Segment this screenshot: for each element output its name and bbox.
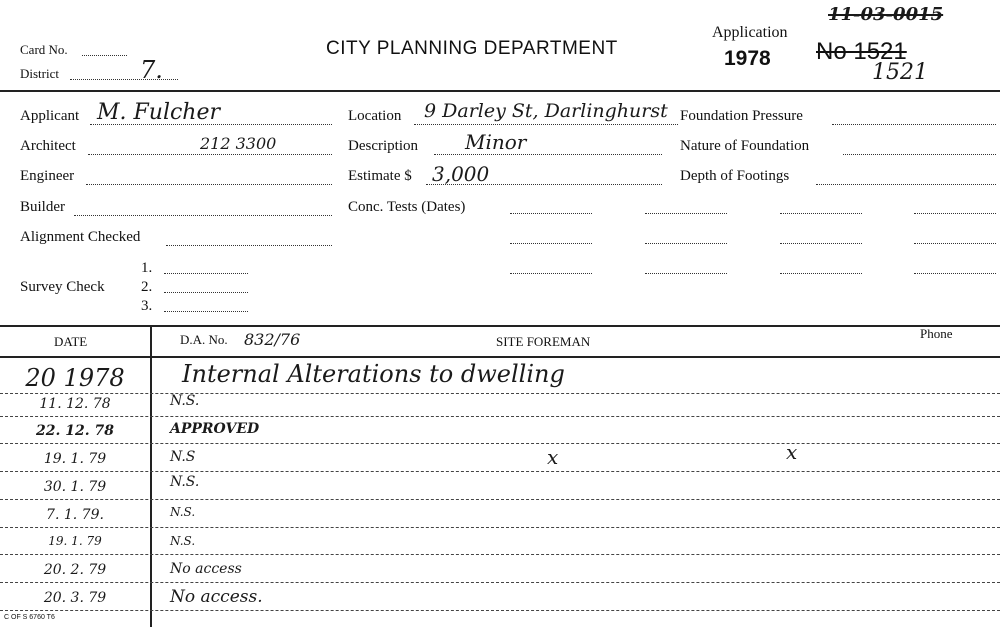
foreman-header: SITE FOREMAN: [496, 334, 591, 349]
log-date: 11. 12. 78: [39, 396, 111, 412]
top-annotation: 11-03-0015: [828, 4, 944, 25]
depth-footings-line: [816, 184, 996, 185]
architect-value: 212 3300: [200, 134, 277, 153]
log-date: 20. 3. 79: [43, 590, 107, 606]
conc-line-3d: [914, 273, 996, 274]
survey-label: Survey Check: [20, 279, 105, 295]
nature-foundation-line: [843, 154, 996, 155]
log-note: Internal Alterations to dwelling: [182, 360, 565, 388]
survey-line-2: [164, 292, 248, 293]
da-value: 832/76: [244, 330, 301, 349]
conc-line-1a: [510, 213, 592, 214]
row-line: [0, 582, 1000, 583]
log-note: N.S.: [170, 534, 196, 548]
log-note: No access.: [170, 587, 263, 607]
log-date: 20. 2. 79: [43, 562, 107, 578]
conc-line-1c: [780, 213, 862, 214]
log-note: N.S.: [170, 393, 200, 409]
foundation-pressure-label: Foundation Pressure: [680, 108, 803, 124]
description-label: Description: [348, 138, 418, 154]
location-label: Location: [348, 108, 402, 124]
row-line: [0, 527, 1000, 528]
survey-line-3: [164, 311, 248, 312]
da-label: D.A. No.: [180, 332, 228, 347]
conc-line-2c: [780, 243, 862, 244]
log-date: 30. 1. 79: [43, 479, 107, 495]
conc-line-3a: [510, 273, 592, 274]
description-line: [434, 154, 662, 155]
survey-item-1: 1.: [141, 260, 153, 276]
phone-header: Phone: [920, 326, 953, 341]
x-mark: x: [547, 445, 559, 469]
log-date: 7. 1. 79.: [46, 507, 104, 523]
stamped-number: No 1521: [816, 38, 907, 65]
depth-footings-label: Depth of Footings: [680, 168, 790, 184]
architect-label: Architect: [20, 138, 76, 154]
conc-line-2b: [645, 243, 727, 244]
conc-line-3c: [780, 273, 862, 274]
district-label: District: [20, 66, 59, 81]
date-header: DATE: [54, 334, 88, 349]
log-note: No access: [170, 561, 242, 577]
nature-foundation-label: Nature of Foundation: [680, 138, 810, 154]
applicant-label: Applicant: [20, 108, 80, 124]
row-line: [0, 443, 1000, 444]
log-note: N.S.: [170, 474, 200, 490]
engineer-line: [86, 184, 332, 185]
estimate-value: 3,000: [432, 162, 490, 186]
location-line: [414, 124, 678, 125]
district-value: 7.: [140, 56, 163, 84]
card-no-line: [82, 55, 127, 56]
row-line: [0, 393, 1000, 394]
log-note: N.S: [170, 449, 196, 465]
architect-line: [88, 154, 332, 155]
row-line: [0, 610, 1000, 611]
builder-label: Builder: [20, 199, 65, 215]
applicant-value: M. Fulcher: [97, 100, 221, 125]
alignment-line: [166, 245, 332, 246]
application-label: Application: [712, 24, 788, 41]
card-no-label: Card No.: [20, 42, 68, 57]
log-date: 19. 1. 79: [43, 451, 107, 467]
alignment-label: Alignment Checked: [20, 229, 141, 245]
conc-line-2d: [914, 243, 996, 244]
handwritten-number: 1521: [872, 60, 928, 85]
row-line: [0, 499, 1000, 500]
department-title: CITY PLANNING DEPARTMENT: [326, 38, 618, 59]
conc-line-1d: [914, 213, 996, 214]
survey-item-2: 2.: [141, 279, 153, 295]
foundation-pressure-line: [832, 124, 996, 125]
conc-line-1b: [645, 213, 727, 214]
row-line: [0, 471, 1000, 472]
estimate-label: Estimate $: [348, 168, 412, 184]
conc-line-2a: [510, 243, 592, 244]
row-line: [0, 416, 1000, 417]
builder-line: [74, 215, 332, 216]
application-year: 1978: [724, 47, 771, 70]
row-line: [0, 554, 1000, 555]
location-value: 9 Darley St, Darlinghurst: [424, 100, 668, 122]
log-date: 20 1978: [25, 364, 125, 392]
log-date: 22. 12. 78: [36, 423, 114, 439]
log-note: N.S.: [170, 505, 196, 519]
engineer-label: Engineer: [20, 168, 75, 184]
log-note: APPROVED: [170, 421, 260, 437]
log-date: 19. 1. 79: [48, 534, 102, 548]
description-value: Minor: [465, 130, 527, 154]
x-mark: x: [786, 440, 798, 464]
survey-line-1: [164, 273, 248, 274]
form-code: C OF S 6760 T6: [4, 614, 55, 621]
survey-item-3: 3.: [141, 298, 153, 314]
conc-tests-label: Conc. Tests (Dates): [348, 199, 466, 215]
header-divider: [0, 90, 1000, 92]
conc-line-3b: [645, 273, 727, 274]
